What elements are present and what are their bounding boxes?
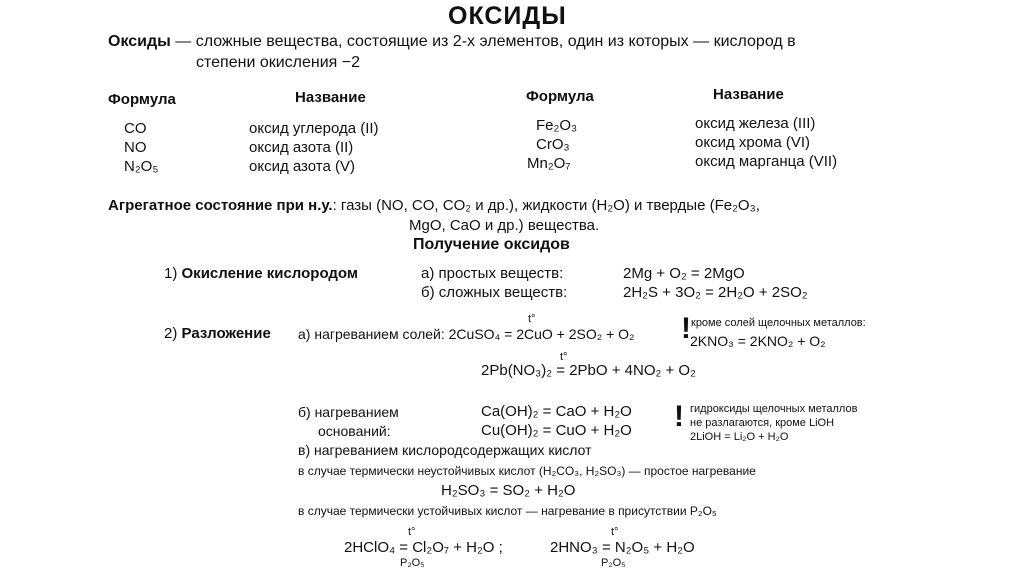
header-formula-left: Формула xyxy=(108,91,176,108)
obtaining-heading: Получение оксидов xyxy=(413,236,570,253)
definition-line-1 xyxy=(108,33,796,51)
definition-line-2: степени окисления −2 xyxy=(196,54,361,71)
method1-b-label: б) сложных веществ: xyxy=(421,284,568,301)
cond-t-hclo4: t° xyxy=(408,526,416,538)
aggregate-line-2: MgO, CaO и др.) вещества. xyxy=(409,217,600,234)
cond-t-pb: t° xyxy=(560,351,568,363)
method1-title xyxy=(164,265,358,282)
method2-c-label: в) нагреванием кислородсодержащих кислот xyxy=(298,442,592,458)
definition-term: Оксиды xyxy=(108,33,171,50)
aggregate-label: Агрегатное состояние при н.у. xyxy=(108,197,333,214)
aggregate-line-1 xyxy=(108,197,760,214)
method1-name: Окисление кислородом xyxy=(181,265,358,282)
formula-n2o5: N₂O₅ xyxy=(124,158,159,175)
eq-kno3: 2KNO₃ = 2KNO₂ + O₂ xyxy=(690,333,826,349)
page-title: ОКСИДЫ xyxy=(448,2,567,30)
b-note-2: не разлагаются, кроме LiOH xyxy=(690,417,835,429)
eq-pb-nitrate: 2Pb(NO₃)₂ = 2PbO + 4NO₂ + O₂ xyxy=(481,362,696,379)
header-name-right: Название xyxy=(713,86,784,103)
header-name-left: Название xyxy=(295,89,366,106)
eq-cuoh: Cu(OH)₂ = CuO + H₂O xyxy=(481,422,632,439)
c-stable-text: в случае термически устойчивых кислот — нагревание в присутствии P₂O₅ xyxy=(298,504,717,518)
method2-b-label-2: оснований: xyxy=(318,423,391,439)
eq-h2so3: H₂SO₃ = SO₂ + H₂O xyxy=(441,482,576,499)
name-no: оксид азота (II) xyxy=(249,139,354,156)
name-fe2o3: оксид железа (III) xyxy=(695,115,816,132)
definition-text-1: — сложные вещества, состоящие из 2-х элементов, один из которых — кислород в xyxy=(170,33,796,50)
b-note-1: гидроксиды щелочных металлов xyxy=(690,403,858,415)
method2-num: 2) xyxy=(164,325,178,342)
formula-co: CO xyxy=(124,120,147,137)
name-cro3: оксид хрома (VI) xyxy=(695,134,811,151)
method2-name: Разложение xyxy=(181,325,271,342)
cond-t-cuso4: t° xyxy=(528,313,536,325)
name-co: оксид углерода (II) xyxy=(249,120,379,137)
cond-t-hno3: t° xyxy=(611,526,619,538)
exclamation-icon-2: ! xyxy=(674,400,684,433)
method1-num: 1) xyxy=(164,265,178,282)
aggregate-text-1: : газы (NO, CO, CO₂ и др.), жидкости (H₂O) и твердые (Fe₂O₃, xyxy=(332,197,760,214)
method1-a-equation: 2Mg + O₂ = 2MgO xyxy=(623,265,745,282)
name-n2o5: оксид азота (V) xyxy=(249,158,355,175)
formula-cro3: CrO₃ xyxy=(536,136,570,153)
catalyst-hclo4: P₂O₅ xyxy=(400,557,425,569)
catalyst-hno3: P₂O₅ xyxy=(601,557,626,569)
b-note-3: 2LiOH = Li₂O + H₂O xyxy=(690,431,789,443)
c-unstable-text: в случае термически неустойчивых кислот (H₂CO₃, H₂SO₃) — простое нагревание xyxy=(298,464,756,478)
eq-caoh: Ca(OH)₂ = CaO + H₂O xyxy=(481,403,632,420)
formula-fe2o3: Fe₂O₃ xyxy=(536,117,578,134)
method1-b-equation: 2H₂S + 3O₂ = 2H₂O + 2SO₂ xyxy=(623,284,808,301)
exclamation-icon-1: ! xyxy=(681,312,691,345)
method2-title xyxy=(164,325,271,342)
formula-no: NO xyxy=(124,139,147,156)
method2-a-text: а) нагреванием солей: 2CuSO₄ = 2CuO + 2SO₂ + O₂ xyxy=(298,326,635,342)
method2-b-label-1: б) нагреванием xyxy=(298,404,399,420)
header-formula-right: Формула xyxy=(526,88,594,105)
name-mn2o7: оксид марганца (VII) xyxy=(695,153,838,170)
exception-note: кроме солей щелочных металлов: xyxy=(691,317,866,329)
eq-hno3: 2HNO₃ = N₂O₅ + H₂O xyxy=(550,539,695,556)
method1-a-label: а) простых веществ: xyxy=(421,265,564,282)
formula-mn2o7: Mn₂O₇ xyxy=(527,155,571,172)
eq-hclo4: 2HClO₄ = Cl₂O₇ + H₂O ; xyxy=(344,539,503,556)
